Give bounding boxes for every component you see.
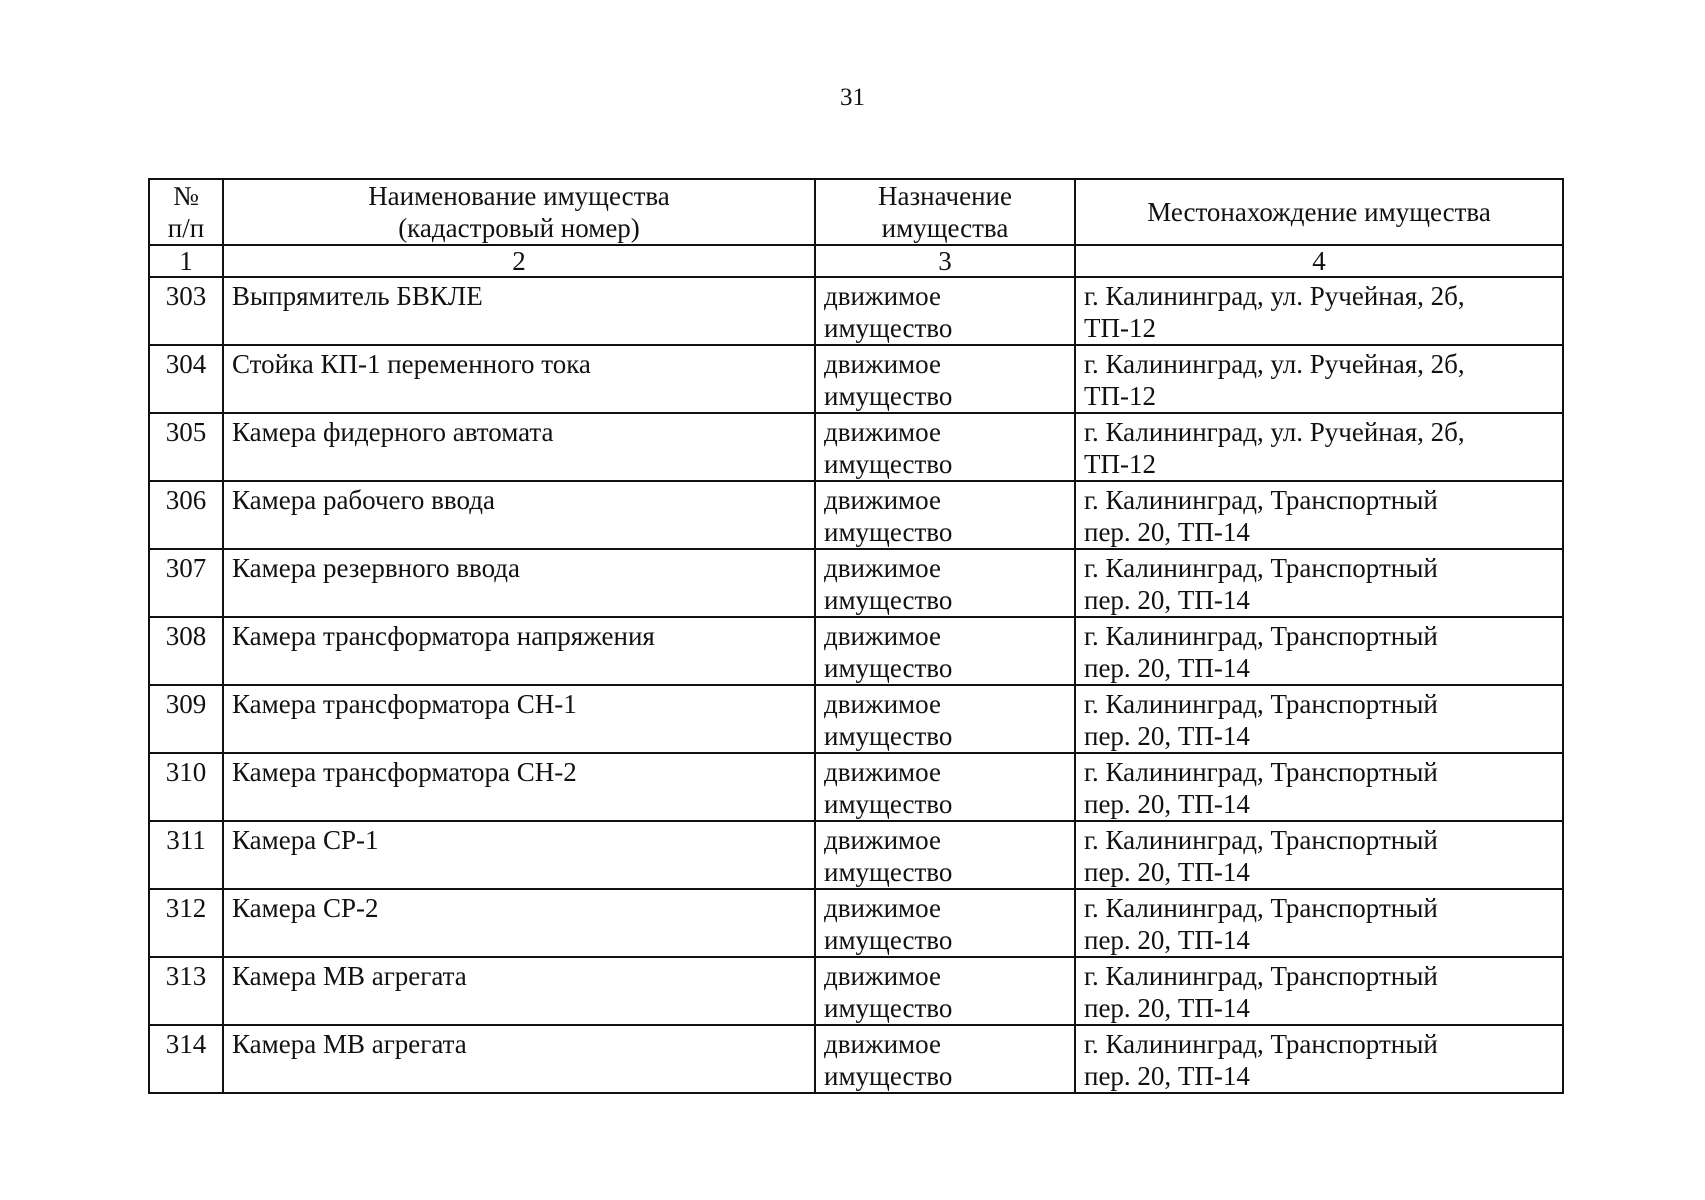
location-line1: г. Калининград, Транспортный (1084, 689, 1438, 719)
row-number: 310 (149, 753, 223, 821)
purpose-line2: имущество (824, 993, 953, 1023)
property-name: Камера рабочего ввода (223, 481, 815, 549)
property-purpose (815, 345, 1075, 413)
header-name-line2: (кадастровый номер) (398, 213, 640, 243)
location-line1: г. Калининград, ул. Ручейная, 2б, (1084, 281, 1465, 311)
location-line1: г. Калининград, ул. Ручейная, 2б, (1084, 417, 1465, 447)
property-name: Выпрямитель БВКЛЕ (223, 277, 815, 345)
purpose-line1: движимое (824, 893, 941, 923)
location-line1: г. Калининград, ул. Ручейная, 2б, (1084, 349, 1465, 379)
header-number-line1: № (173, 181, 199, 211)
property-purpose (815, 481, 1075, 549)
row-number: 309 (149, 685, 223, 753)
row-number: 306 (149, 481, 223, 549)
property-location (1075, 821, 1563, 889)
purpose-line1: движимое (824, 621, 941, 651)
table-row (149, 277, 1563, 345)
location-line2: ТП-12 (1084, 381, 1156, 411)
purpose-line2: имущество (824, 653, 953, 683)
purpose-line2: имущество (824, 925, 953, 955)
purpose-line1: движимое (824, 485, 941, 515)
location-line2: пер. 20, ТП-14 (1084, 925, 1250, 955)
table-body (149, 277, 1563, 1093)
property-purpose (815, 549, 1075, 617)
location-line1: г. Калининград, Транспортный (1084, 961, 1438, 991)
property-name: Камера МВ агрегата (223, 1025, 815, 1093)
header-name (223, 179, 815, 245)
property-name: Камера фидерного автомата (223, 413, 815, 481)
property-location (1075, 957, 1563, 1025)
header-row (149, 179, 1563, 245)
location-line1: г. Калининград, Транспортный (1084, 825, 1438, 855)
header-number-line2: п/п (167, 213, 205, 243)
location-line2: пер. 20, ТП-14 (1084, 993, 1250, 1023)
row-number: 313 (149, 957, 223, 1025)
property-purpose (815, 685, 1075, 753)
row-number: 305 (149, 413, 223, 481)
property-purpose (815, 617, 1075, 685)
header-number (149, 179, 223, 245)
purpose-line1: движимое (824, 689, 941, 719)
purpose-line2: имущество (824, 585, 953, 615)
header-location: Местонахождение имущества (1075, 179, 1563, 245)
location-line2: пер. 20, ТП-14 (1084, 653, 1250, 683)
table-row (149, 617, 1563, 685)
property-location (1075, 481, 1563, 549)
property-location (1075, 277, 1563, 345)
purpose-line2: имущество (824, 449, 953, 479)
row-number: 303 (149, 277, 223, 345)
purpose-line2: имущество (824, 381, 953, 411)
table-row (149, 753, 1563, 821)
location-line2: пер. 20, ТП-14 (1084, 585, 1250, 615)
page-number: 31 (840, 84, 865, 111)
purpose-line1: движимое (824, 825, 941, 855)
property-purpose (815, 957, 1075, 1025)
property-name: Камера СР-1 (223, 821, 815, 889)
property-location (1075, 345, 1563, 413)
table-row (149, 821, 1563, 889)
purpose-line1: движимое (824, 553, 941, 583)
location-line2: пер. 20, ТП-14 (1084, 1061, 1250, 1091)
header-purpose-line2: имущества (881, 213, 1009, 243)
property-location (1075, 685, 1563, 753)
table-row (149, 957, 1563, 1025)
purpose-line2: имущество (824, 721, 953, 751)
location-line1: г. Калининград, Транспортный (1084, 757, 1438, 787)
table-header (149, 179, 1563, 277)
purpose-line2: имущество (824, 313, 953, 343)
table-row (149, 413, 1563, 481)
column-index-row (149, 245, 1563, 277)
property-table (148, 178, 1564, 1094)
purpose-line1: движимое (824, 757, 941, 787)
row-number: 308 (149, 617, 223, 685)
location-line2: пер. 20, ТП-14 (1084, 857, 1250, 887)
location-line2: пер. 20, ТП-14 (1084, 721, 1250, 751)
column-index: 4 (1075, 245, 1563, 277)
location-line2: пер. 20, ТП-14 (1084, 517, 1250, 547)
location-line1: г. Калининград, Транспортный (1084, 553, 1438, 583)
property-purpose (815, 413, 1075, 481)
property-name: Камера трансформатора напряжения (223, 617, 815, 685)
location-line2: пер. 20, ТП-14 (1084, 789, 1250, 819)
property-location (1075, 889, 1563, 957)
property-register (148, 178, 1562, 1094)
header-purpose (815, 179, 1075, 245)
property-name: Камера трансформатора СН-2 (223, 753, 815, 821)
property-location (1075, 753, 1563, 821)
purpose-line1: движимое (824, 349, 941, 379)
property-location (1075, 617, 1563, 685)
row-number: 304 (149, 345, 223, 413)
property-purpose (815, 889, 1075, 957)
purpose-line1: движимое (824, 1029, 941, 1059)
column-index: 3 (815, 245, 1075, 277)
purpose-line1: движимое (824, 961, 941, 991)
purpose-line2: имущество (824, 857, 953, 887)
table-row (149, 1025, 1563, 1093)
row-number: 312 (149, 889, 223, 957)
column-index: 2 (223, 245, 815, 277)
row-number: 311 (149, 821, 223, 889)
header-purpose-line1: Назначение (878, 181, 1012, 211)
location-line1: г. Калининград, Транспортный (1084, 621, 1438, 651)
column-index: 1 (149, 245, 223, 277)
table-row (149, 549, 1563, 617)
header-name-line1: Наименование имущества (368, 181, 670, 211)
property-purpose (815, 277, 1075, 345)
location-line2: ТП-12 (1084, 449, 1156, 479)
property-location (1075, 1025, 1563, 1093)
property-name: Камера СР-2 (223, 889, 815, 957)
property-purpose (815, 821, 1075, 889)
location-line1: г. Калининград, Транспортный (1084, 485, 1438, 515)
row-number: 307 (149, 549, 223, 617)
property-name: Камера трансформатора СН-1 (223, 685, 815, 753)
purpose-line1: движимое (824, 281, 941, 311)
property-purpose (815, 753, 1075, 821)
location-line2: ТП-12 (1084, 313, 1156, 343)
property-purpose (815, 1025, 1075, 1093)
property-location (1075, 549, 1563, 617)
location-line1: г. Калининград, Транспортный (1084, 893, 1438, 923)
property-name: Камера МВ агрегата (223, 957, 815, 1025)
table-row (149, 889, 1563, 957)
row-number: 314 (149, 1025, 223, 1093)
table-row (149, 481, 1563, 549)
purpose-line2: имущество (824, 789, 953, 819)
location-line1: г. Калининград, Транспортный (1084, 1029, 1438, 1059)
property-name: Стойка КП-1 переменного тока (223, 345, 815, 413)
purpose-line1: движимое (824, 417, 941, 447)
purpose-line2: имущество (824, 1061, 953, 1091)
table-row (149, 685, 1563, 753)
table-row (149, 345, 1563, 413)
property-name: Камера резервного ввода (223, 549, 815, 617)
purpose-line2: имущество (824, 517, 953, 547)
property-location (1075, 413, 1563, 481)
